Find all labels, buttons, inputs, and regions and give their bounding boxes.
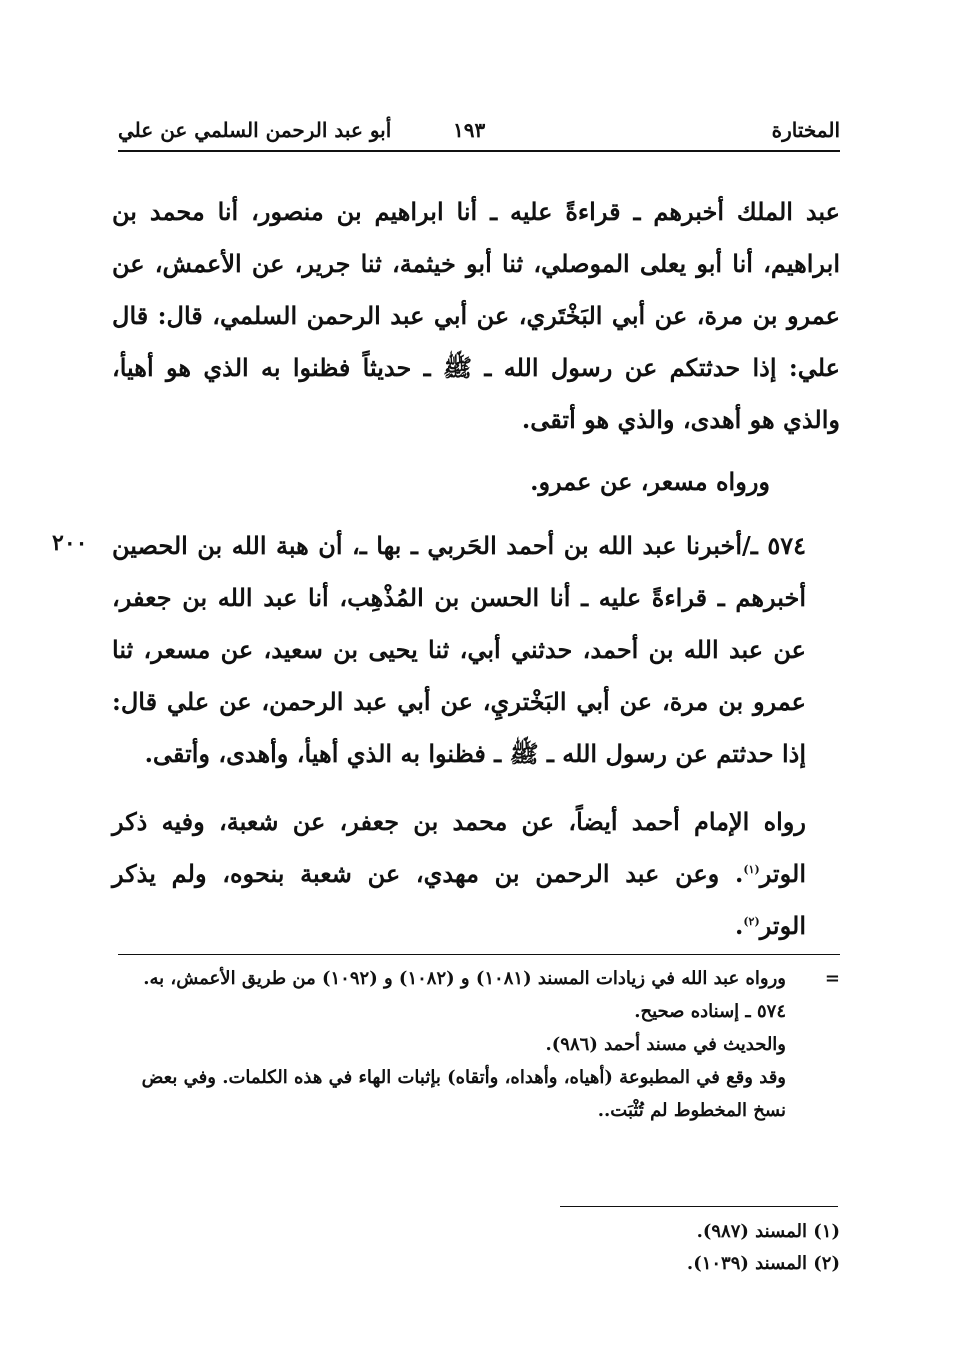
paragraph-2: [112, 456, 840, 508]
paragraph-4: [112, 796, 840, 952]
header-section-title: أبو عبد الرحمن السلمي عن علي: [118, 118, 392, 142]
note-line-3: والحديث في مسند أحمد (٩٨٦).: [545, 1034, 786, 1055]
header-rule: [118, 150, 840, 152]
paragraph-1-text: عبد الملك أخبرهم ـ قراءةً عليه ـ أنا ابراهيم بن منصور، أنا محمد بن ابراهيم، أنا أبو يعلى الموصلي، ثنا أبو خيثمة، ثنا جرير، عن الأعمش، عن عمرو بن مرة، عن أبي البَخْتَري، عن أبي عبد الرحمن السلمي، قال: قال علي: إذا حدثتكم عن رسول الله ـ ﷺ ـ حديثاً فظنوا به الذي هو أهيأ، والذي هو أهدى، والذي هو أتقى.: [112, 197, 840, 434]
header-book-title: المختارة: [771, 118, 840, 142]
paragraph-3-text: ٥٧٤ ـ/أخبرنا عبد الله بن أحمد الحَربي ـ بها ـ، أن هبة الله بن الحصين أخبرهم ـ قراءةً عليه ـ أنا الحسن بن المُذْهِب، أنا عبد الله بن جعفر، عن عبد الله بن أحمد، حدثني أبي، ثنا يحيى بن سعيد، عن مسعر، ثنا عمرو بن مرة، عن أبي البَخْتريِ، عن أبي عبد الرحمن، عن علي قال: إذا حدثتم عن رسول الله ـ ﷺ ـ فظنوا به الذي أهيأ، وأهدى، وأتقى.: [112, 531, 806, 768]
notes-separator: [118, 954, 840, 955]
paragraph-4-part-b: . وعن عبد الرحمن بن مهدي، عن شعبة بنحوه، ولم يذكر الوتر: [112, 859, 806, 940]
paragraph-3: [112, 520, 840, 780]
paragraph-4-part-c: .: [734, 911, 744, 940]
paragraph-4-text: [112, 796, 840, 952]
note-line-2: ٥٧٤ ـ إسناده صحيح.: [634, 1001, 786, 1022]
editor-notes: [108, 962, 840, 1127]
running-header: [118, 112, 840, 154]
paragraph-4-part-a: رواه الإمام أحمد أيضاً، عن محمد بن جعفر، عن شعبة، وفيه ذكر الوتر: [112, 807, 806, 888]
footnote-1: (١) المسند (٩٨٧).: [696, 1221, 840, 1242]
footnotes: [420, 1216, 840, 1280]
continuation-mark: =: [824, 968, 840, 989]
paragraph-2-text: ورواه مسعر، عن عمرو.: [530, 467, 770, 496]
note-line-4: وقد وقع في المطبوعة (أهياه، وأهداه، وأتقاه) بإثبات الهاء في هذه الكلمات. وفي بعض نسخ المخطوط لم تُثْبَت..: [141, 1067, 786, 1121]
margin-number: ٢٠٠: [52, 530, 88, 556]
footnote-ref-1: (١): [743, 863, 760, 876]
footnote-ref-2: (٢): [743, 915, 760, 928]
paragraph-1: [112, 186, 840, 446]
note-line-1: ورواه عبد الله في زيادات المسند (١٠٨١) و (١٠٨٢) و (١٠٩٢) من طريق الأعمش، به.: [143, 968, 786, 989]
page-number: ١٩٣: [453, 118, 486, 142]
footnote-separator: [560, 1206, 838, 1207]
footnote-2: (٢) المسند (١٠٣٩).: [686, 1253, 840, 1274]
